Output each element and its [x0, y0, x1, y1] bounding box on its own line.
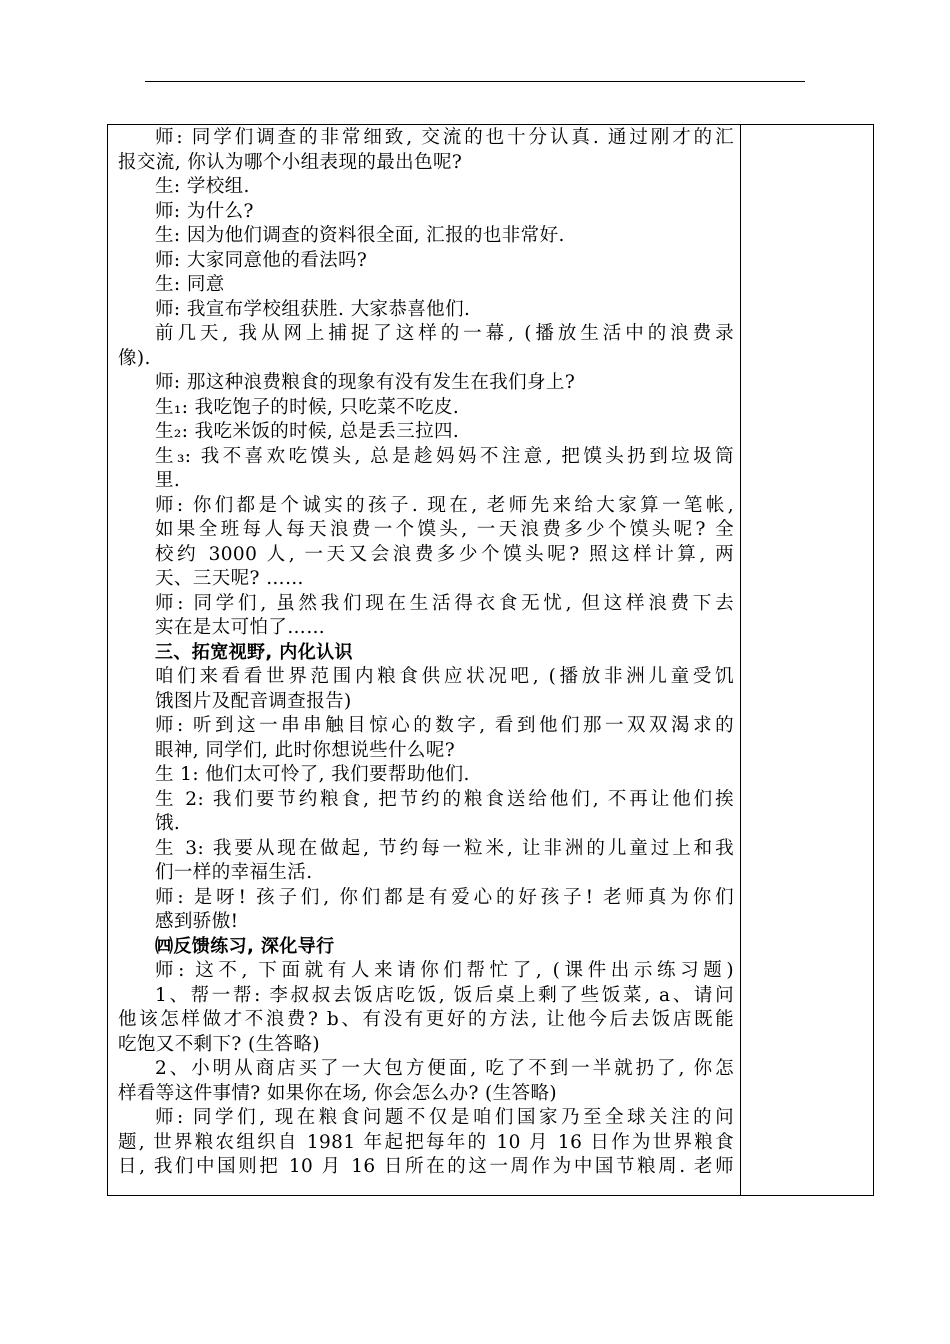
text-line: 师: 为什么? — [155, 200, 254, 222]
text-line: 像). — [118, 347, 151, 369]
text-line: 咱们来看看世界范围内粮食供应状况吧, (播放非洲儿童受饥 — [155, 666, 734, 687]
text-line: 师: 同学们调查的非常细致, 交流的也十分认真. 通过刚才的汇 — [155, 127, 734, 148]
text-line: 师: 我宣布学校组获胜. 大家恭喜他们. — [155, 298, 471, 320]
text-line: 师: 同学们, 虽然我们现在生活得衣食无忧, 但这样浪费下去 — [155, 592, 734, 614]
text-line: 生 1: 他们太可怜了, 我们要帮助他们. — [155, 764, 470, 785]
lesson-table — [107, 124, 874, 1196]
text-line: 1、帮一帮: 李叔叔去饭店吃饭, 饭后桌上剩了些饭菜, a、请问 — [155, 984, 734, 1006]
text-line: 师: 这不, 下面就有人来请你们帮忙了, (课件出示练习题) — [155, 960, 734, 981]
text-line: 师: 大家同意他的看法吗? — [155, 249, 368, 271]
text-line: 师: 同学们, 现在粮食问题不仅是咱们国家乃至全球关注的问 — [155, 1107, 734, 1128]
notes-cell — [742, 125, 872, 1195]
text-line: 校约 3000 人, 一天又会浪费多少个馍头呢? 照这样计算, 两 — [155, 543, 734, 565]
text-line: 如果全班每人每天浪费一个馍头, 一天浪费多少个馍头呢? 全 — [155, 519, 734, 540]
text-line: 师: 那这种浪费粮食的现象有没有发生在我们身上? — [155, 372, 576, 393]
section-heading: 三、拓宽视野, 内化认识 — [155, 641, 353, 663]
lesson-content-cell — [118, 126, 734, 1192]
text-line: 师: 你们都是个诚实的孩子. 现在, 老师先来给大家算一笔帐, — [155, 494, 734, 516]
text-line: 生₁: 我吃饱子的时候, 只吃菜不吃皮. — [155, 396, 460, 418]
header-rule — [145, 81, 805, 82]
text-line: 样看等这件事情? 如果你在场, 你会怎么办? (生答略) — [118, 1082, 557, 1104]
text-line: 前几天, 我从网上捕捉了这样的一幕, (播放生活中的浪费录 — [155, 323, 734, 344]
text-line: 实在是太可怕了…… — [155, 617, 326, 638]
text-line: 生₂: 我吃米饭的时候, 总是丢三拉四. — [155, 421, 460, 442]
text-line: 生: 因为他们调查的资料很全面, 汇报的也非常好. — [155, 225, 565, 246]
text-line: 生: 同意 — [155, 274, 225, 295]
section-heading: ㈣反馈练习, 深化导行 — [155, 935, 335, 957]
text-line: 师: 是呀! 孩子们, 你们都是有爱心的好孩子! 老师真为你们 — [155, 886, 734, 908]
text-line: 师: 听到这一串串触目惊心的数字, 看到他们那一双双渴求的 — [155, 715, 734, 736]
text-line: 天、三天呢? …… — [155, 568, 304, 589]
text-line: 眼神, 同学们, 此时你想说些什么呢? — [155, 739, 456, 761]
text-line: 他该怎样做才不浪费? b、有没有更好的方法, 让他今后去饭店既能 — [118, 1009, 734, 1030]
text-line: 题, 世界粮农组织自 1981 年起把每年的 10 月 16 日作为世界粮食 — [118, 1131, 734, 1153]
text-line: 日, 我们中国则把 10 月 16 日所在的这一周作为中国节粮周. 老师 — [118, 1156, 734, 1177]
text-line: 里. — [155, 470, 181, 491]
text-line: 报交流, 你认为哪个小组表现的最出色呢? — [118, 151, 463, 173]
text-line: 生 2: 我们要节约粮食, 把节约的粮食送给他们, 不再让他们挨 — [155, 788, 734, 810]
text-line: 生: 学校组. — [155, 176, 250, 197]
text-line: 们一样的幸福生活. — [155, 862, 313, 883]
text-line: 饿图片及配音调查报告) — [155, 690, 352, 712]
column-divider — [740, 125, 741, 1195]
text-line: 感到骄傲! — [155, 911, 239, 932]
text-line: 生 3: 我要从现在做起, 节约每一粒米, 让非洲的儿童过上和我 — [155, 837, 734, 859]
text-line: 2、小明从商店买了一大包方便面, 吃了不到一半就扔了, 你怎 — [155, 1058, 734, 1079]
text-line: 生₃: 我不喜欢吃馍头, 总是趁妈妈不注意, 把馍头扔到垃圾筒 — [155, 445, 734, 467]
text-line: 饿. — [155, 813, 181, 834]
text-line: 吃饱又不剩下? (生答略) — [118, 1033, 320, 1055]
